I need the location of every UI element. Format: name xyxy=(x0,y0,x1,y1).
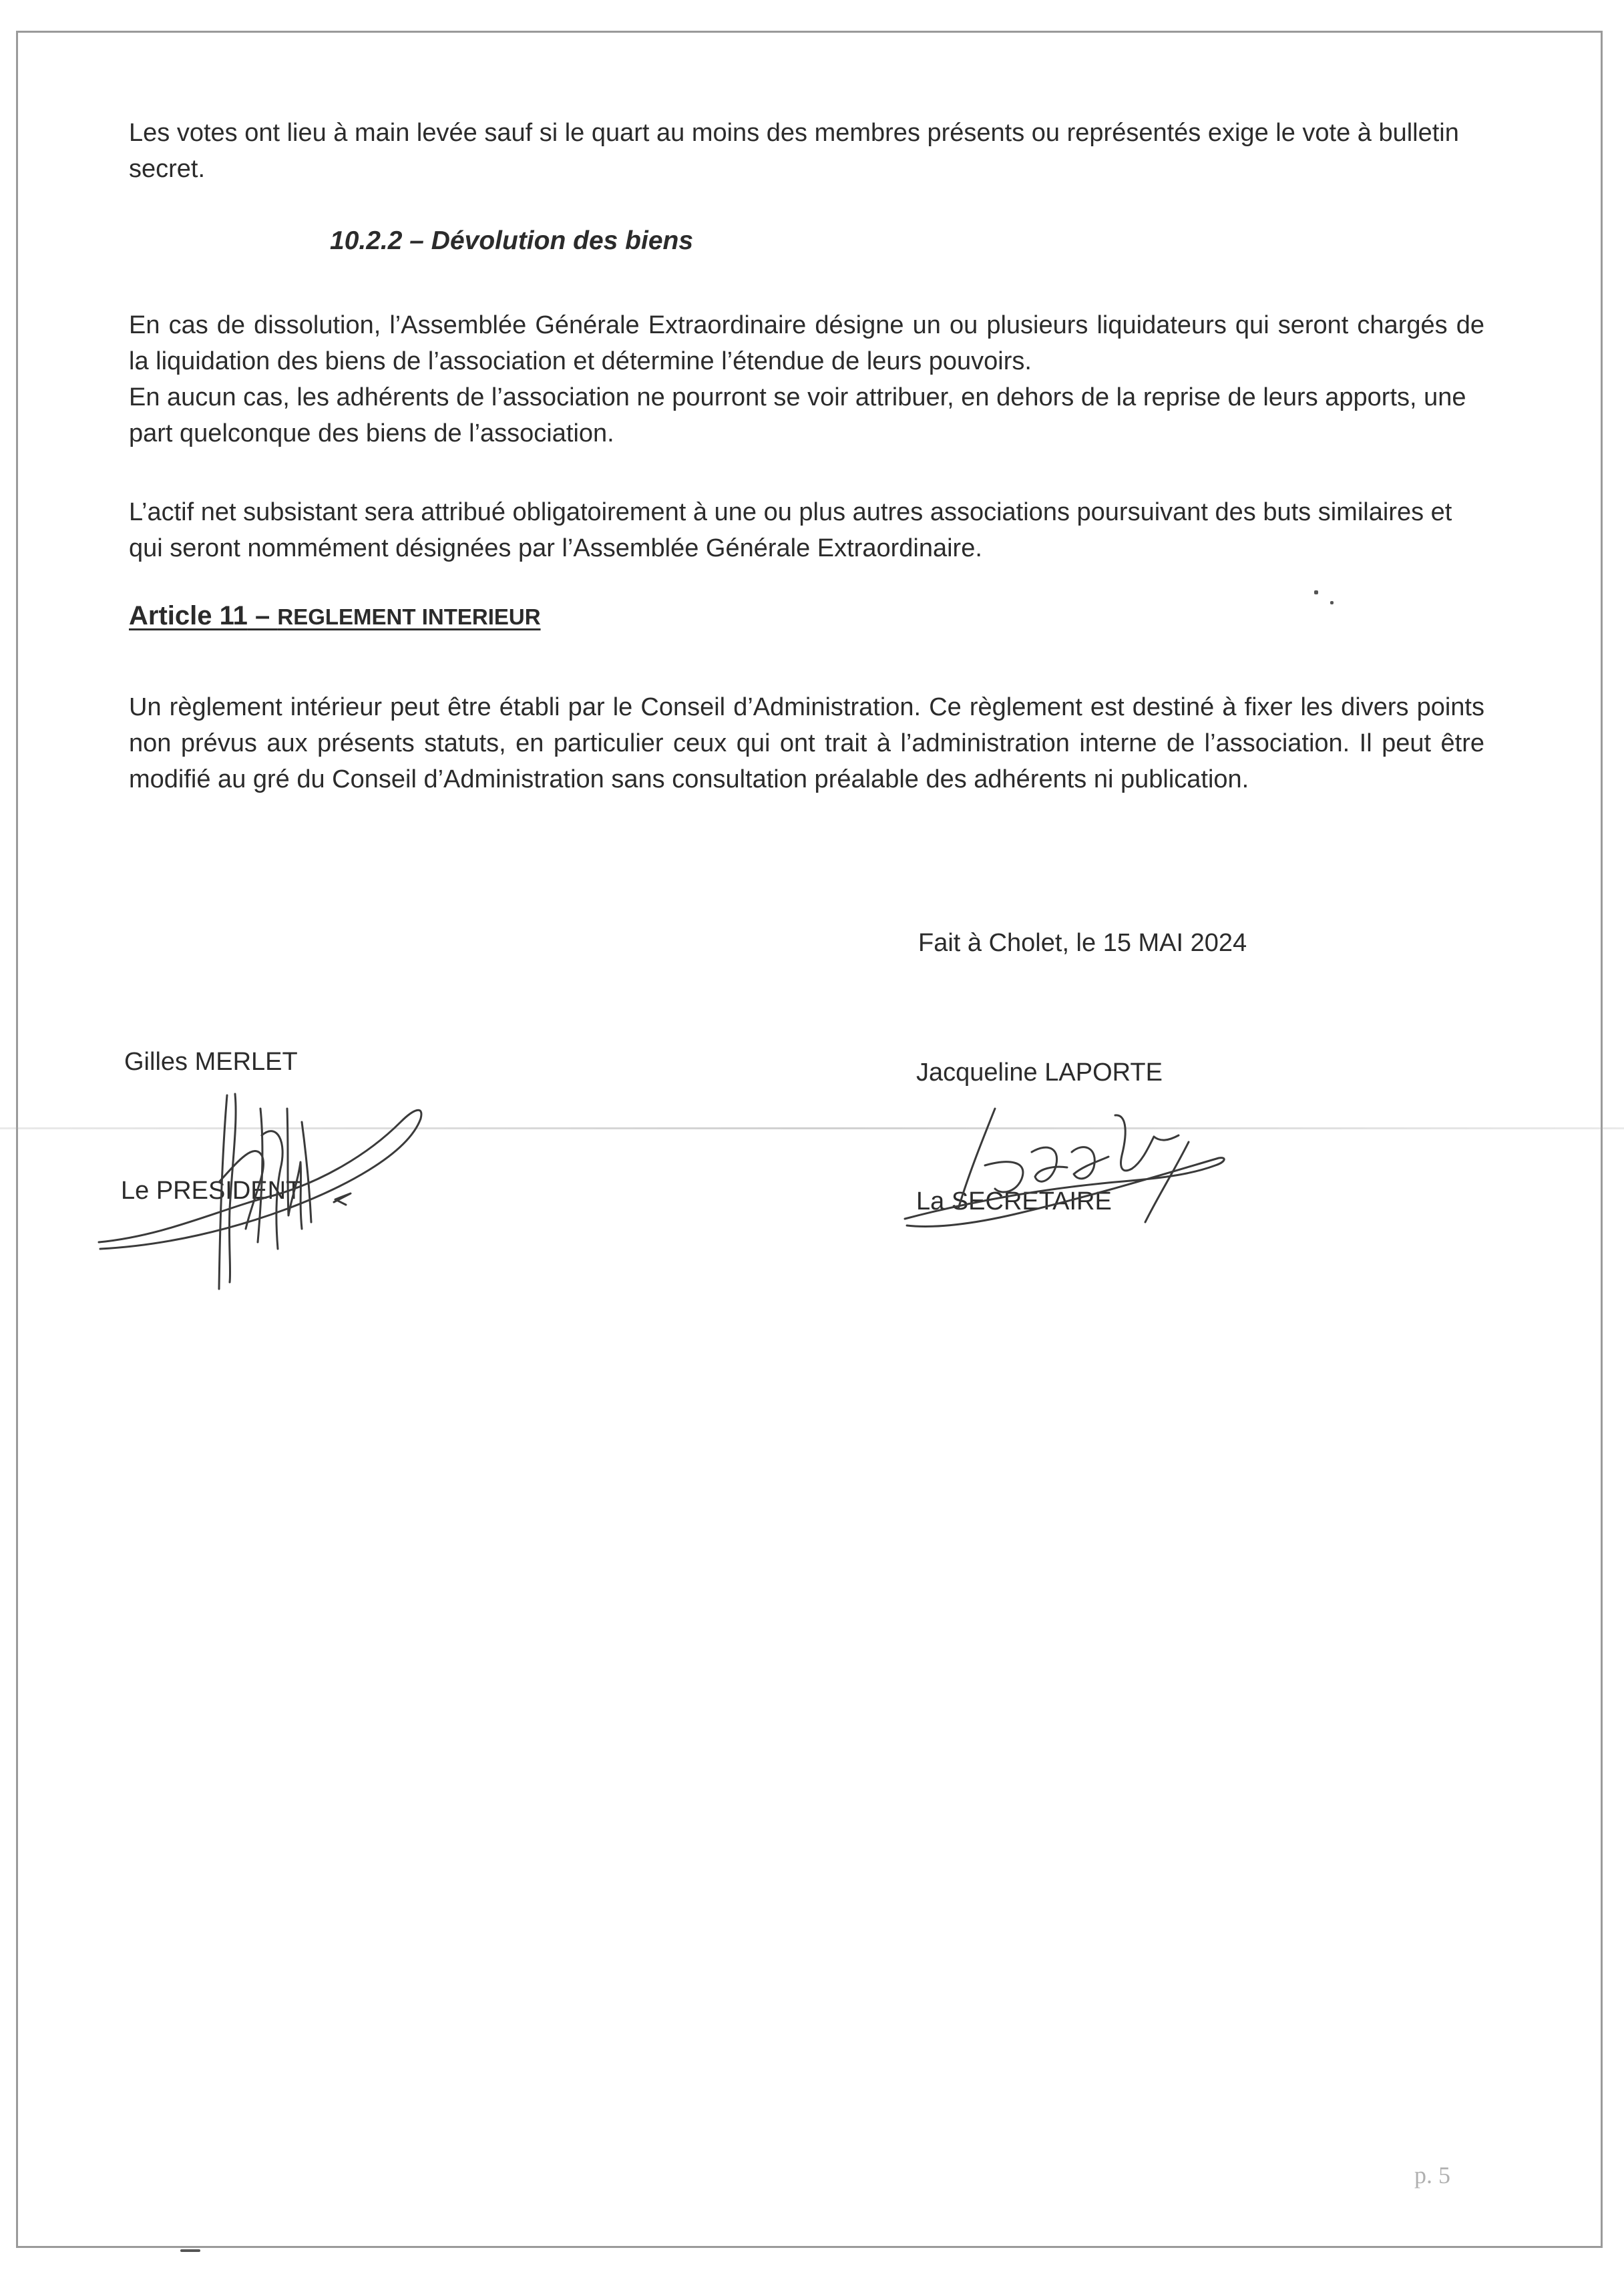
place-date: Fait à Cholet, le 15 MAI 2024 xyxy=(918,929,1247,957)
page-number: p. 5 xyxy=(1414,2162,1450,2189)
article-dash: – xyxy=(247,601,278,630)
secretary-signature xyxy=(895,1095,1235,1249)
secretary-name: Jacqueline LAPORTE xyxy=(916,1059,1163,1087)
president-role: Le PRESIDENT xyxy=(121,1177,302,1205)
votes-paragraph: Les votes ont lieu à main levée sauf si le quart au moins des membres présents ou représentés exige le vote à bulletin secret. xyxy=(129,119,1459,183)
adherents-paragraph: En aucun cas, les adhérents de l’association ne pourront se voir attribuer, en dehors de la reprise de leurs apports, une part quelconque des biens de l’association. xyxy=(129,383,1466,447)
article-title: REGLEMENT INTERIEUR xyxy=(277,604,541,629)
dissolution-paragraph: En cas de dissolution, l’Assemblée Générale Extraordinaire désigne un ou plusieurs liquidateurs qui seront chargés de la liquidation des biens de l’association et détermine l’étendue de leurs pouvoirs. xyxy=(129,311,1484,375)
actif-paragraph: L’actif net subsistant sera attribué obligatoirement à une ou plus autres associations poursuivant des buts similaires et qui seront nommément désignées par l’Assemblée Générale Extraordinaire. xyxy=(129,498,1452,562)
president-signature xyxy=(87,1082,447,1302)
article-heading xyxy=(129,598,541,635)
scan-speck xyxy=(180,2249,200,2252)
article-number: Article 11 xyxy=(129,601,248,630)
section-heading: 10.2.2 – Dévolution des biens xyxy=(330,226,694,255)
president-name: Gilles MERLET xyxy=(124,1048,298,1076)
scan-speck xyxy=(1314,590,1318,594)
scan-speck xyxy=(1330,601,1334,604)
reglement-paragraph: Un règlement intérieur peut être établi par le Conseil d’Administration. Ce règlement est destiné à fixer les divers points non prévus aux présents statuts, en particulier ceux qui ont trait à l’administration interne de l’association. Il peut être modifié au gré du Conseil d’Administration sans consultation préalable des adhérents ni publication. xyxy=(129,693,1484,793)
secretary-role: La SECRETAIRE xyxy=(916,1187,1112,1215)
